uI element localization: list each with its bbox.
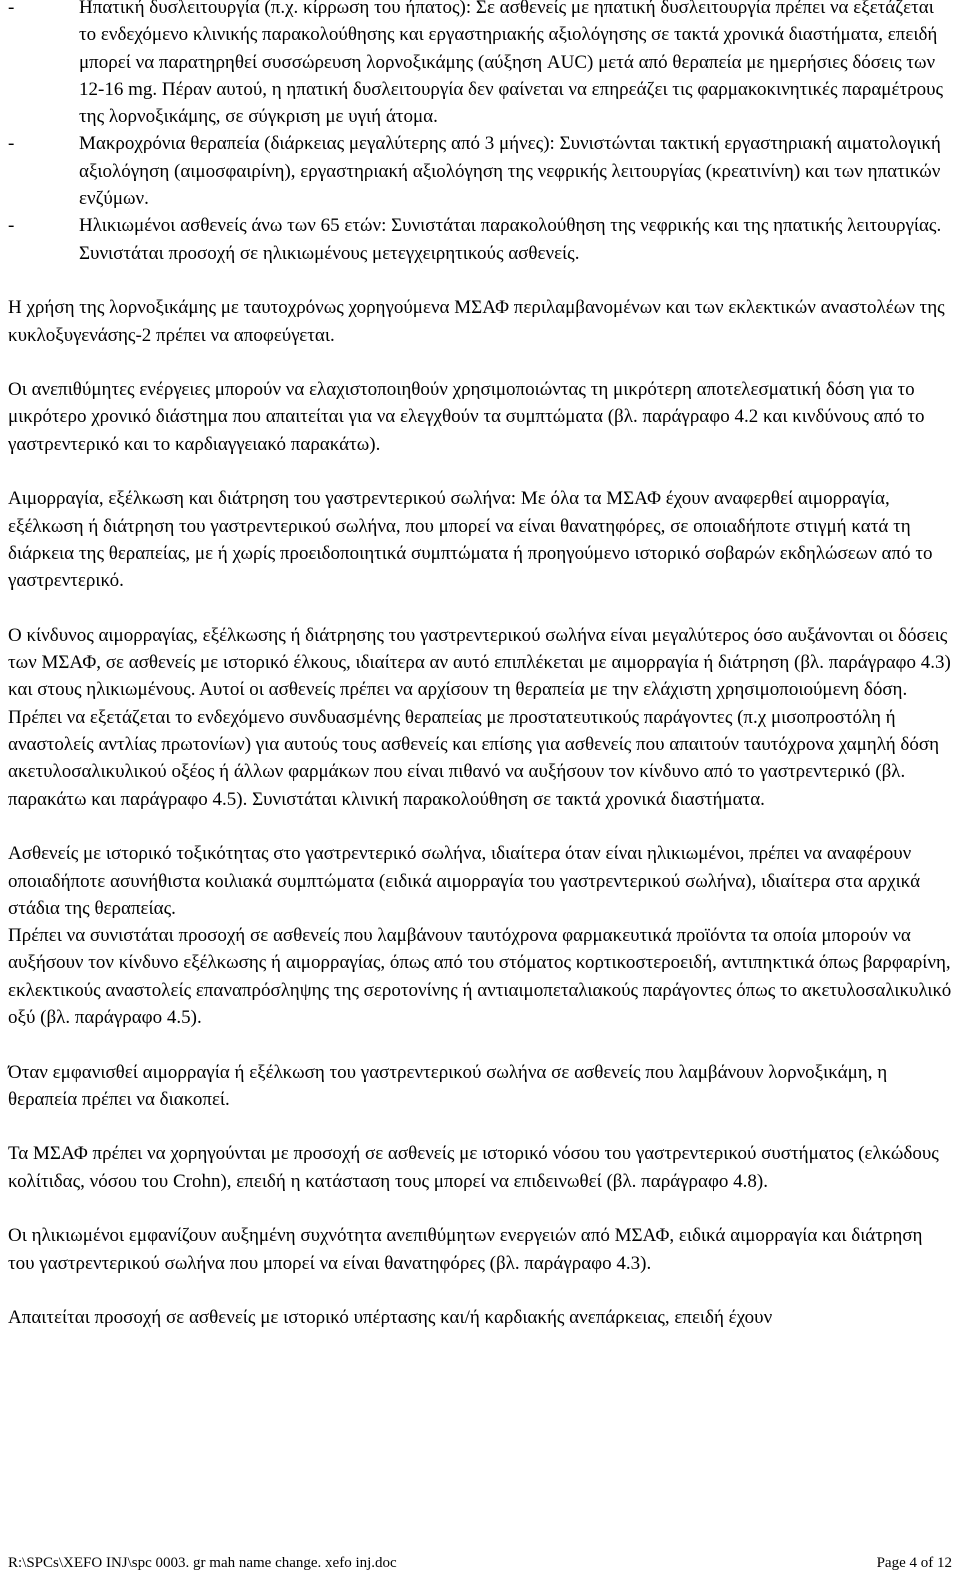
- paragraph: Πρέπει να συνιστάται προσοχή σε ασθενείς που λαμβάνουν ταυτόχρονα φαρμακευτικά προϊόντα τα οποία μπορούν να αυξήσουν τον κίνδυνο εξέλκωσης ή αιμορραγίας, όπως από του στόματος κορτικοστεροειδή, αντιπηκτικά όπως βαρφαρίνη, εκλεκτικούς αναστολείς επαναπρόσληψης της σεροτονίνης ή αντιαιμοπεταλιακούς παράγοντες όπως το ακετυλοσαλικυλικό οξύ (βλ. παράγραφο 4.5).: [8, 925, 952, 1028]
- bullet-dash: -: [8, 215, 15, 237]
- footer-page-number: Page 4 of 12: [876, 1555, 952, 1571]
- page-footer: [8, 1554, 952, 1572]
- bullet-text: Μακροχρόνια θεραπεία (διάρκειας μεγαλύτερης από 3 μήνες): Συνιστώνται τακτική εργαστηριακή αιματολογική αξιολόγηση (αιμοσφαιρίνη), εργαστηριακή αξιολόγηση της νεφρικής λειτουργίας (κρεατινίνη) και των ηπατικών ενζύμων.: [79, 133, 941, 210]
- paragraph-spacer: [8, 1195, 952, 1222]
- paragraph-spacer: [8, 458, 952, 485]
- bullet-item: [8, 130, 952, 212]
- document-body: [8, 0, 952, 1332]
- paragraph: Ο κίνδυνος αιμορραγίας, εξέλκωσης ή διάτρησης του γαστρεντερικού σωλήνα είναι μεγαλύτερος όσο αυξάνονται οι δόσεις των ΜΣΑΦ, σε ασθενείς με ιστορικό έλκους, ιδιαίτερα αν αυτό επιπλέκεται με αιμορραγία ή διάτρηση (βλ. παράγραφο 4.3) και στους ηλικιωμένους. Αυτοί οι ασθενείς πρέπει να αρχίσουν τη θεραπεία με την ελάχιστη χρησιμοποιούμενη δόση. Πρέπει να εξετάζεται το ενδεχόμενο συνδυασμένης θεραπείας με προστατευτικούς παράγοντες (π.χ μισοπροστόλη ή αναστολείς αντλίας πρωτονίων) για αυτούς τους ασθενείς και επίσης για ασθενείς που απαιτούν ταυτόχρονα χαμηλή δόση ακετυλοσαλικυλικού οξέος ή άλλων φαρμάκων που είναι πιθανό να αυξήσουν τον κίνδυνο από το γαστρεντερικό (βλ. παρακάτω και παράγραφο 4.5). Συνιστάται κλινική παρακολούθηση σε τακτά χρονικά διαστήματα.: [8, 624, 951, 810]
- paragraph-spacer: [8, 813, 952, 840]
- bullet-item: [8, 0, 952, 130]
- paragraph-spacer: [8, 267, 952, 294]
- paragraph: Η χρήση της λορνοξικάμης με ταυτοχρόνως χορηγούμενα ΜΣΑΦ περιλαμβανομένων και των εκλεκτικών αναστολέων της κυκλοξυγενάσης-2 πρέπει να αποφεύγεται.: [8, 297, 945, 346]
- bullet-dash: -: [8, 0, 15, 18]
- paragraph: Οι ηλικιωμένοι εμφανίζουν αυξημένη συχνότητα ανεπιθύμητων ενεργειών από ΜΣΑΦ, ειδικά αιμορραγία και διάτρηση του γαστρεντερικού σωλήνα που μπορεί να είναι θανατηφόρες (βλ. παράγραφο 4.3).: [8, 1225, 923, 1274]
- paragraph-spacer: [8, 1277, 952, 1304]
- paragraph-spacer: [8, 349, 952, 376]
- paragraph: Αιμορραγία, εξέλκωση και διάτρηση του γαστρεντερικού σωλήνα: Με όλα τα ΜΣΑΦ έχουν αναφερθεί αιμορραγία, εξέλκωση ή διάτρηση του γαστρεντερικού σωλήνα, που μπορεί να είναι θανατηφόρες, σε οποιαδήποτε στιγμή κατά τη διάρκεια της θεραπείας, με ή χωρίς προειδοποιητικά συμπτώματα ή προηγούμενο ιστορικό σοβαρών εκδηλώσεων από το γαστρεντερικό.: [8, 488, 933, 592]
- bullet-text: Ηλικιωμένοι ασθενείς άνω των 65 ετών: Συνιστάται παρακολούθηση της νεφρικής και της ηπατικής λειτουργίας. Συνιστάται προσοχή σε ηλικιωμένους μετεγχειρητικούς ασθενείς.: [79, 215, 942, 264]
- paragraph-spacer: [8, 1113, 952, 1140]
- paragraph: Όταν εμφανισθεί αιμορραγία ή εξέλκωση του γαστρεντερικού σωλήνα σε ασθενείς που λαμβάνουν λορνοξικάμη, η θεραπεία πρέπει να διακοπεί.: [8, 1061, 888, 1110]
- paragraph: Τα ΜΣΑΦ πρέπει να χορηγούνται με προσοχή σε ασθενείς με ιστορικό νόσου του γαστρεντερικού συστήματος (ελκώδους κολίτιδας, νόσου του Crohn), επειδή η κατάσταση τους μπορεί να επιδεινωθεί (βλ. παράγραφο 4.8).: [8, 1143, 939, 1192]
- paragraph: Απαιτείται προσοχή σε ασθενείς με ιστορικό υπέρτασης και/ή καρδιακής ανεπάρκειας, επειδή έχουν: [8, 1307, 773, 1329]
- bullet-text: Ηπατική δυσλειτουργία (π.χ. κίρρωση του ήπατος): Σε ασθενείς με ηπατική δυσλειτουργία πρέπει να εξετάζεται το ενδεχόμενο κλινικής παρακολούθησης και εργαστηριακής αξιολόγησης σε τακτά χρονικά διαστήματα, επειδή μπορεί να παρατηρηθεί συσσώρευση λορνοξικάμης (αύξηση AUC) μετά από θεραπεία με ημερήσιες δόσεις των 12-16 mg. Πέραν αυτού, η ηπατική δυσλειτουργία δεν φαίνεται να επηρεάζει τις φαρμακοκινητικές παραμέτρους της λορνοξικάμης, σε σύγκριση με υγιή άτομα.: [79, 0, 944, 128]
- paragraph: Οι ανεπιθύμητες ενέργειες μπορούν να ελαχιστοποιηθούν χρησιμοποιώντας τη μικρότερη αποτελεσματική δόση για το μικρότερο χρονικό διάστημα που απαιτείται για να ελεγχθούν τα συμπτώματα (βλ. παράγραφο 4.2 και κινδύνους από το γαστρεντερικό και το καρδιαγγειακό παρακάτω).: [8, 379, 925, 455]
- paragraph: Ασθενείς με ιστορικό τοξικότητας στο γαστρεντερικό σωλήνα, ιδιαίτερα όταν είναι ηλικιωμένοι, πρέπει να αναφέρουν οποιαδήποτε ασυνήθιστα κοιλιακά συμπτώματα (ειδικά αιμορραγία του γαστρεντερικού σωλήνα), ιδιαίτερα στα αρχικά στάδια της θεραπείας.: [8, 843, 921, 919]
- bullet-item: [8, 212, 952, 267]
- paragraph-spacer: [8, 1031, 952, 1058]
- paragraph-spacer: [8, 595, 952, 622]
- bullet-dash: -: [8, 133, 15, 155]
- footer-file-path: R:\SPCs\XEFO INJ\spc 0003. gr mah name change. xefo inj.doc: [8, 1555, 397, 1571]
